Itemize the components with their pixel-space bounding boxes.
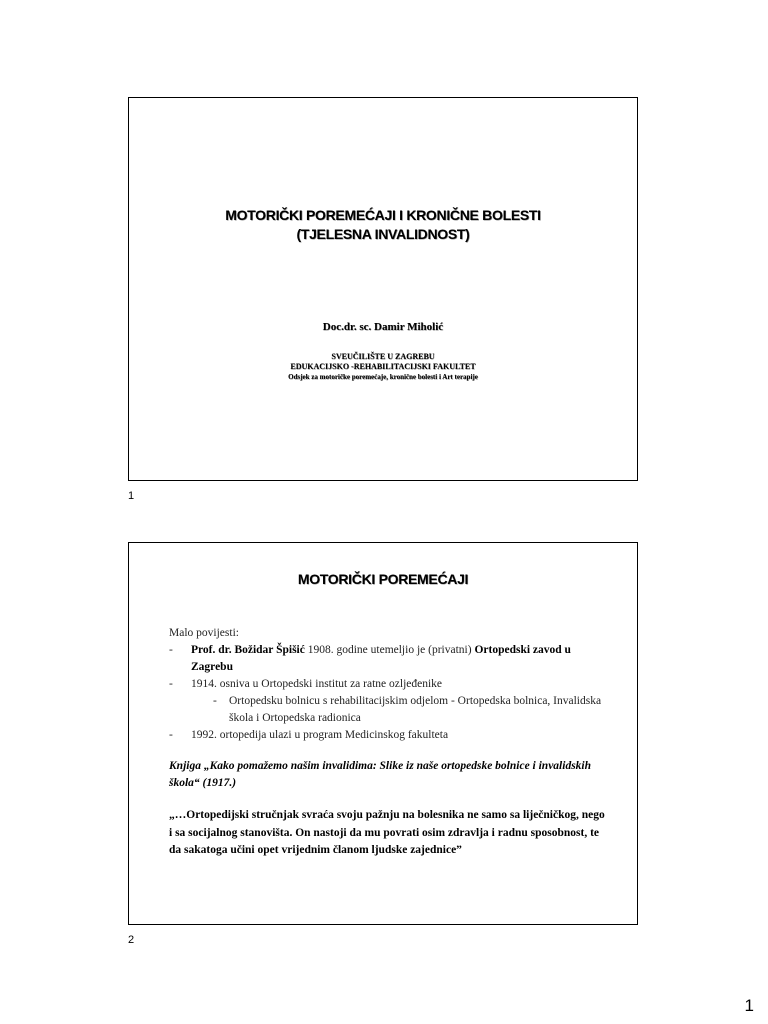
- institution-block: [129, 352, 637, 382]
- slide-1: [128, 97, 638, 481]
- institute-name: Ortopedski zavod u Zagrebu: [191, 644, 571, 673]
- bullet-dash: -: [169, 644, 173, 656]
- sub-list-item-text: Ortopedsku bolnicu s rehabilitacijskim odjelom - Ortopedska bolnica, Invalidska škola i Ortopedska radionica: [229, 695, 602, 724]
- slide-2-number: 2: [128, 934, 135, 946]
- sub-list-item: [169, 693, 607, 727]
- bullet-dash: -: [213, 695, 217, 707]
- slide-2: [128, 542, 638, 925]
- university-name: SVEUČILIŠTE U ZAGREBU: [331, 352, 435, 361]
- slide-2-body: [169, 625, 607, 860]
- slide-1-title-line-1: MOTORIČKI POREMEĆAJI I KRONIČNE BOLESTI: [225, 207, 541, 223]
- book-reference: Knjiga „Kako pomažemo našim invalidima: Slike iz naše ortopedske bolnice i invalidskih škola“ (1917.): [169, 760, 592, 789]
- list-item: [169, 727, 607, 744]
- quote-paragraph: „…Ortopedijski stručnjak svraća svoju pažnju na bolesnika ne samo sa liječničkog, nego i sa socijalnog stanovišta. On nastoji da mu povrati osim zdravlja i radnu sposobnost, te da sakatoga učini opet vrijednim članom ljudske zajednice”: [169, 809, 605, 856]
- list-item: [169, 642, 607, 676]
- author-name: Doc.dr. sc. Damir Miholić: [322, 321, 444, 333]
- list-item-text: 1914. osniva u Ortopedski institut za ratne ozljeđenike: [191, 678, 443, 690]
- slide-2-title: MOTORIČKI POREMEĆAJI: [297, 571, 469, 587]
- slide-1-title-line-2: (TJELESNA INVALIDNOST): [296, 226, 470, 242]
- bullet-dash: -: [169, 678, 173, 690]
- slide-1-title: [129, 206, 637, 244]
- list-item: [169, 676, 607, 693]
- bullet-dash: -: [169, 729, 173, 741]
- department-name: Odsjek za motoričke poremećaje, kronične bolesti i Art terapije: [288, 373, 478, 381]
- faculty-name: EDUKACIJSKO -REHABILITACIJSKI FAKULTET: [290, 362, 476, 371]
- intro-line: Malo povijesti:: [169, 627, 239, 639]
- list-item-plain-text: 1908. godine utemeljio je (privatni): [304, 644, 475, 656]
- professor-name: Prof. dr. Božidar Špišić: [191, 644, 305, 656]
- list-item-text: [169, 642, 607, 676]
- slide-1-number: 1: [128, 490, 135, 502]
- list-item-text: 1992. ortopedija ulazi u program Medicinskog fakulteta: [191, 729, 449, 741]
- page-number: 1: [744, 996, 754, 1015]
